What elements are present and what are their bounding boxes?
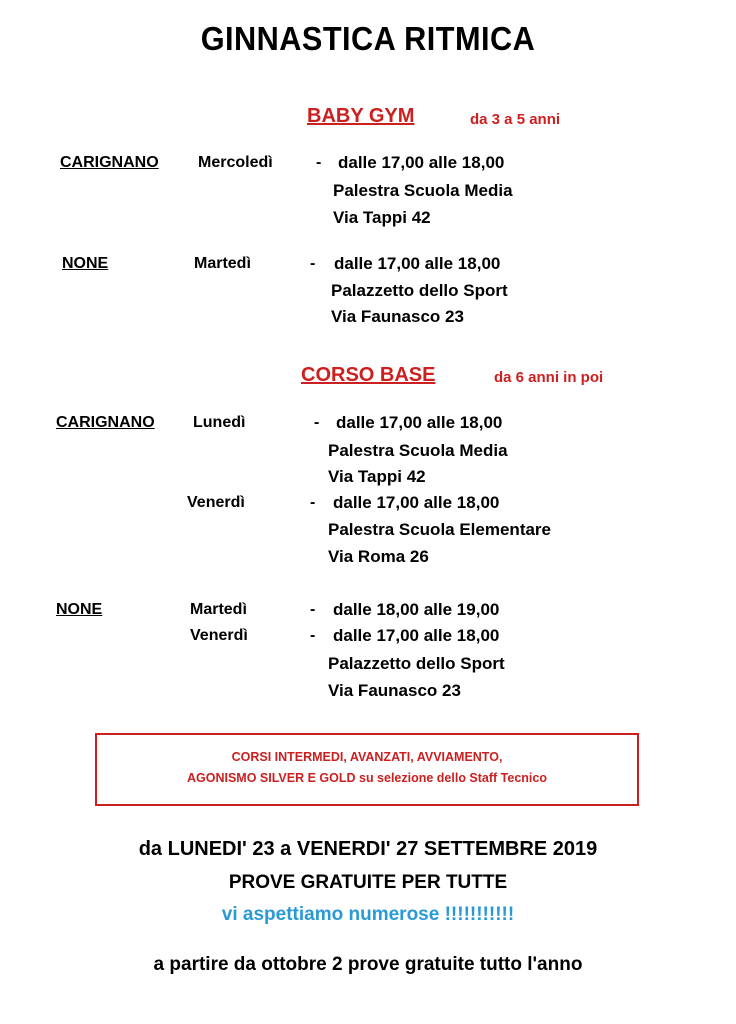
welcome-text: vi aspettiamo numerose !!!!!!!!!!! bbox=[221, 904, 515, 925]
time-range: dalle 18,00 alle 19,00 bbox=[333, 600, 500, 619]
venue-name: Palazzetto dello Sport bbox=[328, 654, 505, 673]
venue-name: Palestra Scuola Elementare bbox=[328, 520, 552, 539]
venue-address: Via Tappi 42 bbox=[328, 467, 426, 486]
location-label: CARIGNANO bbox=[56, 414, 155, 431]
notice-box bbox=[95, 733, 639, 806]
venue-name: Palestra Scuola Media bbox=[328, 441, 508, 460]
day-label: Martedì bbox=[190, 601, 247, 618]
dash-separator: - bbox=[310, 627, 316, 644]
dash-separator: - bbox=[314, 414, 320, 431]
time-range: dalle 17,00 alle 18,00 bbox=[338, 153, 505, 172]
venue-name: Palestra Scuola Media bbox=[333, 181, 513, 200]
section-subtitle-baby-gym: da 3 a 5 anni bbox=[470, 111, 561, 128]
section-title-corso-base: CORSO BASE bbox=[301, 364, 436, 386]
day-label: Mercoledì bbox=[198, 154, 273, 171]
time-range: dalle 17,00 alle 18,00 bbox=[334, 254, 501, 273]
day-label: Venerdì bbox=[187, 494, 245, 511]
dash-separator: - bbox=[316, 154, 322, 171]
dash-separator: - bbox=[310, 601, 316, 618]
venue-address: Via Faunasco 23 bbox=[331, 307, 464, 326]
venue-address: Via Tappi 42 bbox=[333, 208, 431, 227]
time-range: dalle 17,00 alle 18,00 bbox=[336, 413, 503, 432]
location-label: CARIGNANO bbox=[60, 154, 159, 171]
page-title: GINNASTICA RITMICA bbox=[200, 20, 536, 57]
year-round-text: a partire da ottobre 2 prove gratuite tutto l'anno bbox=[153, 954, 583, 975]
day-label: Lunedì bbox=[193, 414, 246, 431]
notice-line: AGONISMO SILVER E GOLD su selezione dello Staff Tecnico bbox=[186, 771, 547, 785]
time-range: dalle 17,00 alle 18,00 bbox=[333, 493, 500, 512]
time-range: dalle 17,00 alle 18,00 bbox=[333, 626, 500, 645]
location-label: NONE bbox=[62, 255, 109, 272]
location-label: NONE bbox=[56, 601, 103, 618]
section-subtitle-corso-base: da 6 anni in poi bbox=[494, 369, 604, 386]
dash-separator: - bbox=[310, 494, 316, 511]
dash-separator: - bbox=[310, 255, 316, 272]
venue-address: Via Faunasco 23 bbox=[328, 681, 461, 700]
day-label: Venerdì bbox=[190, 627, 248, 644]
venue-address: Via Roma 26 bbox=[328, 547, 429, 566]
venue-name: Palazzetto dello Sport bbox=[331, 281, 508, 300]
notice-line: CORSI INTERMEDI, AVANZATI, AVVIAMENTO, bbox=[231, 750, 503, 764]
trial-dates: da LUNEDI' 23 a VENERDI' 27 SETTEMBRE 2019 bbox=[138, 838, 598, 860]
section-title-baby-gym: BABY GYM bbox=[307, 105, 415, 127]
free-trials-text: PROVE GRATUITE PER TUTTE bbox=[228, 872, 508, 893]
day-label: Martedì bbox=[194, 255, 251, 272]
